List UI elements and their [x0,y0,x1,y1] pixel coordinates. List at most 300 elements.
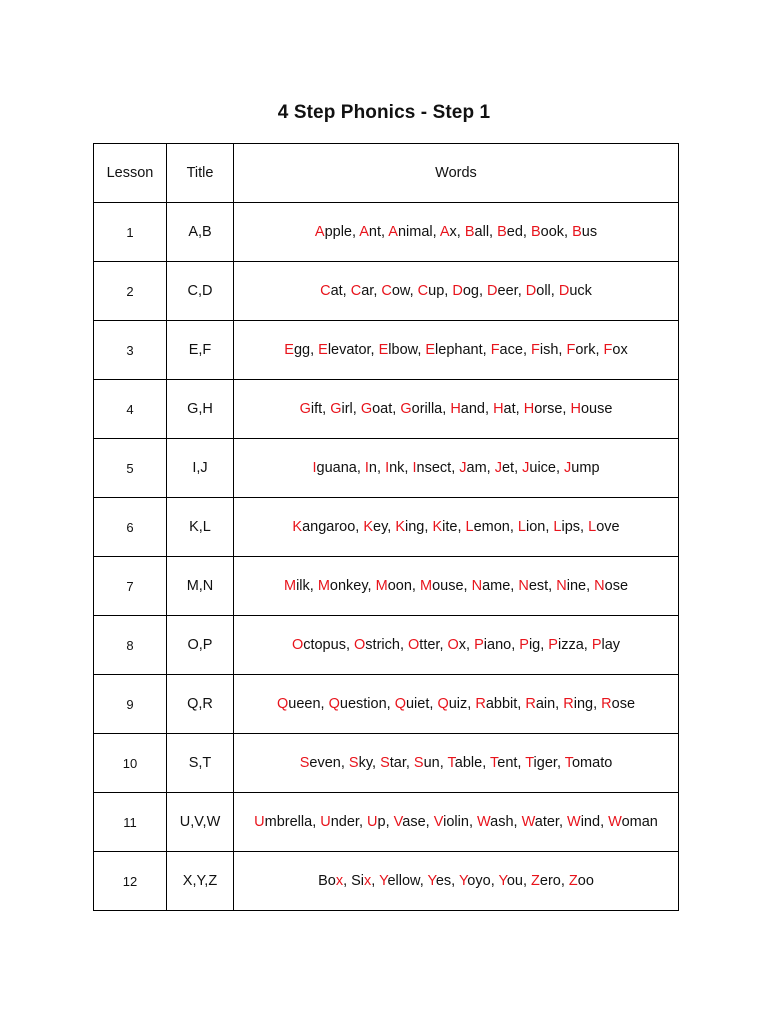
word-part: un [423,755,440,771]
word-part: ed [506,224,523,240]
word [448,755,483,771]
highlighted-letter: L [588,519,597,535]
word [570,401,612,417]
highlighted-letter: S [380,755,390,771]
highlighted-letter: D [487,283,498,299]
highlighted-letter: A [314,224,325,240]
highlighted-letter: T [525,755,534,771]
word [465,224,489,240]
highlighted-letter: S [299,755,310,771]
word-part: ind [580,814,601,830]
lesson-number: 10 [94,734,167,793]
highlighted-letter: L [553,519,562,535]
highlighted-letter: Y [498,873,507,889]
word [359,224,381,240]
word-part: ove [596,519,620,535]
highlighted-letter: F [566,342,576,358]
word-part: x [458,637,467,653]
word-part: ash [490,814,514,830]
word-part: ilk [296,578,310,594]
word-part: oo [577,873,594,889]
word-part: lephant [435,342,483,358]
highlighted-letter: G [330,401,342,417]
word-part: omato [571,755,613,771]
word-part: ose [611,696,636,712]
highlighted-letter: A [439,224,450,240]
highlighted-letter: M [375,578,388,594]
word [604,342,628,358]
highlighted-letter: Q [276,696,289,712]
word-part: iolin [443,814,469,830]
word-part: p [377,814,386,830]
word-part: n [368,460,377,476]
word [395,696,430,712]
highlighted-letter: E [425,342,436,358]
table-body [94,203,679,911]
highlighted-letter: J [564,460,572,476]
word [474,637,511,653]
word-part: ips [561,519,581,535]
table-row [94,793,679,852]
word-part: gg [293,342,311,358]
word [594,578,628,594]
word [592,637,620,653]
highlighted-letter: H [523,401,535,417]
lesson-number: 12 [94,852,167,911]
word-part: orilla [411,401,443,417]
word-part: all [474,224,490,240]
word [300,401,323,417]
word-part: lbow [388,342,418,358]
highlighted-letter: I [364,460,369,476]
word [367,814,386,830]
highlighted-letter: U [320,814,331,830]
word [572,224,597,240]
highlighted-letter: A [359,224,369,240]
word [284,578,310,594]
lesson-words: Box, Six, Yellow, Yes, Yoyo, You, Zero, Zoo [234,852,679,911]
highlighted-letter: O [291,637,304,653]
word [526,283,551,299]
word-part: ork [575,342,596,358]
highlighted-letter: V [433,814,444,830]
word [459,873,491,889]
word-part: emon [473,519,510,535]
highlighted-letter: Z [568,873,578,889]
word [381,283,409,299]
word-part: ite [442,519,458,535]
word [315,224,352,240]
highlighted-letter: U [367,814,378,830]
highlighted-letter: M [317,578,330,594]
word-part: eer [497,283,518,299]
word [569,873,594,889]
word [318,342,370,358]
highlighted-letter: K [432,519,443,535]
highlighted-letter: C [381,283,392,299]
word [525,696,555,712]
lesson-words: Iguana, In, Ink, Insect, Jam, Jet, Juice, Jump [234,439,679,498]
lesson-number: 9 [94,675,167,734]
highlighted-letter: Y [427,873,436,889]
highlighted-letter: H [570,401,581,417]
lesson-title: G,H [167,380,234,439]
word [559,283,592,299]
highlighted-letter: W [608,814,622,830]
highlighted-letter: x [364,873,372,889]
highlighted-letter: O [408,637,420,653]
word [440,224,457,240]
word-part: uiz [448,696,468,712]
highlighted-letter: D [452,283,463,299]
word-part: and [460,401,485,417]
word [588,519,619,535]
highlighted-letter: Y [458,873,468,889]
word [408,637,439,653]
table-row [94,262,679,321]
word [477,814,514,830]
word [379,342,418,358]
word [567,814,600,830]
word-part: ing [573,696,594,712]
word-part: even [309,755,341,771]
word-part: ame [482,578,511,594]
highlighted-letter: G [299,401,311,417]
word [556,578,586,594]
word-part: ig [528,637,541,653]
lesson-title: I,J [167,439,234,498]
highlighted-letter: T [564,755,572,771]
highlighted-letter: J [494,460,502,476]
table-row [94,203,679,262]
highlighted-letter: D [525,283,537,299]
word-part: ine [566,578,587,594]
word-part: es [435,873,452,889]
word [491,342,523,358]
word [522,460,556,476]
word [420,578,464,594]
lesson-number: 2 [94,262,167,321]
word-part: oyo [467,873,491,889]
word [531,224,564,240]
word [563,696,593,712]
highlighted-letter: Q [328,696,340,712]
highlighted-letter: R [601,696,612,712]
table-row [94,557,679,616]
word-part: mbrella [264,814,313,830]
word-part: x [449,224,457,240]
lesson-words: Kangaroo, Key, King, Kite, Lemon, Lion, Lips, Love [234,498,679,557]
word-part: uiet [405,696,430,712]
table-row [94,675,679,734]
highlighted-letter: H [450,401,461,417]
highlighted-letter: W [521,814,535,830]
highlighted-letter: R [563,696,574,712]
word-part: oman [621,814,658,830]
highlighted-letter: E [318,342,328,358]
word [292,519,355,535]
word-part: ater [534,814,559,830]
word-part: uice [529,460,556,476]
word [363,519,387,535]
lesson-title: C,D [167,262,234,321]
word-part: ouse [432,578,464,594]
lesson-number: 6 [94,498,167,557]
word [437,696,467,712]
highlighted-letter: N [556,578,567,594]
highlighted-letter: F [531,342,540,358]
page-title: 4 Step Phonics - Step 1 [277,102,491,123]
highlighted-letter: Q [394,696,406,712]
word [395,519,424,535]
highlighted-letter: O [354,637,366,653]
word-part: ish [539,342,559,358]
word [277,696,321,712]
word-part: nsect [416,460,452,476]
lesson-words: Gift, Girl, Goat, Gorilla, Hand, Hat, Horse, House [234,380,679,439]
word [434,814,469,830]
highlighted-letter: L [465,519,474,535]
word [365,460,377,476]
highlighted-letter: S [413,755,424,771]
highlighted-letter: S [348,755,359,771]
word-part: Si [351,873,365,889]
word-part: iano [483,637,512,653]
highlighted-letter: N [594,578,605,594]
highlighted-letter: B [497,224,507,240]
word-part: Bo [318,873,336,889]
word-part: uck [569,283,592,299]
word-part: ouse [580,401,613,417]
word [497,224,523,240]
highlighted-letter: H [493,401,504,417]
word [254,814,312,830]
highlighted-letter: P [474,637,484,653]
word [531,342,558,358]
highlighted-letter: U [254,814,265,830]
word [524,401,563,417]
highlighted-letter: R [525,696,536,712]
word-part: ift [310,401,323,417]
lesson-words: Egg, Elevator, Elbow, Elephant, Face, Fish, Fork, Fox [234,321,679,380]
highlighted-letter: W [477,814,491,830]
word-part: levator [327,342,371,358]
word-part: ent [497,755,518,771]
word-part: ing [405,519,425,535]
highlighted-letter: K [292,519,303,535]
lesson-number: 8 [94,616,167,675]
highlighted-letter: P [548,637,558,653]
highlighted-letter: P [519,637,529,653]
word [414,755,440,771]
highlighted-letter: M [283,578,297,594]
highlighted-letter: x [335,873,344,889]
header-lesson: Lesson [94,144,167,203]
highlighted-letter: Y [379,873,388,889]
highlighted-letter: B [530,224,541,240]
word [388,224,432,240]
highlighted-letter: C [417,283,429,299]
highlighted-letter: G [360,401,373,417]
highlighted-letter: Z [531,873,540,889]
word-part: pple [324,224,352,240]
word-part: izza [557,637,584,653]
word [300,755,341,771]
word [330,401,353,417]
word-part: uestion [339,696,387,712]
word-part: at [330,283,343,299]
lesson-title: Q,R [167,675,234,734]
lesson-number: 7 [94,557,167,616]
highlighted-letter: C [320,283,331,299]
highlighted-letter: I [312,460,317,476]
word-part: ellow [387,873,420,889]
word [548,637,583,653]
word [284,342,310,358]
word-part: og [462,283,479,299]
lesson-number: 11 [94,793,167,852]
word [493,401,516,417]
word-part: ase [402,814,426,830]
lesson-title: M,N [167,557,234,616]
lesson-words: Queen, Question, Quiet, Quiz, Rabbit, Rain, Ring, Rose [234,675,679,734]
highlighted-letter: K [363,519,374,535]
word-part: lay [601,637,621,653]
word [418,283,445,299]
word [379,873,420,889]
word-part: ion [526,519,546,535]
word-part: nk [389,460,405,476]
word-part: est [528,578,549,594]
word [565,755,613,771]
highlighted-letter: M [419,578,433,594]
lesson-words: Umbrella, Under, Up, Vase, Violin, Wash, Water, Wind, Woman [234,793,679,852]
table-row [94,734,679,793]
word-part: ueen [288,696,321,712]
word-part: guana [316,460,357,476]
word-part: ey [373,519,388,535]
word [320,814,359,830]
lesson-words: Cat, Car, Cow, Cup, Dog, Deer, Doll, Duck [234,262,679,321]
word [518,578,548,594]
word [412,460,451,476]
lesson-number: 5 [94,439,167,498]
word [608,814,658,830]
word [564,460,599,476]
word-part: angaroo [302,519,356,535]
highlighted-letter: F [490,342,500,358]
highlighted-letter: R [475,696,486,712]
word [351,873,371,889]
word [519,637,540,653]
highlighted-letter: T [490,755,498,771]
lesson-words: Seven, Sky, Star, Sun, Table, Tent, Tiger, Tomato [234,734,679,793]
word [466,519,510,535]
highlighted-letter: N [471,578,483,594]
lesson-title: A,B [167,203,234,262]
word [495,460,514,476]
word-part: at [503,401,516,417]
table-row [94,498,679,557]
word-part: ook [540,224,565,240]
word [292,637,346,653]
highlighted-letter: E [378,342,389,358]
highlighted-letter: N [518,578,529,594]
word-part: ace [499,342,523,358]
table-row [94,380,679,439]
word [450,401,485,417]
word-part: ox [612,342,628,358]
word-part: ar [361,283,374,299]
word-part: irl [341,401,353,417]
word-part: nt [368,224,382,240]
word-part: abbit [485,696,518,712]
lesson-title: X,Y,Z [167,852,234,911]
lesson-number: 1 [94,203,167,262]
word-part: strich [365,637,400,653]
word [490,755,517,771]
highlighted-letter: Q [437,696,449,712]
word [566,342,595,358]
word [394,814,426,830]
table-row [94,439,679,498]
word [472,578,511,594]
word [553,519,580,535]
word [448,637,467,653]
word-part: et [501,460,515,476]
word [385,460,404,476]
highlighted-letter: D [558,283,570,299]
word [380,755,406,771]
table-row [94,852,679,911]
highlighted-letter: J [522,460,530,476]
highlighted-letter: W [567,814,581,830]
highlighted-letter: G [400,401,412,417]
word [518,519,545,535]
word-part: ump [571,460,600,476]
word-part: us [581,224,598,240]
word [354,637,400,653]
header-title: Title [167,144,234,203]
highlighted-letter: B [572,224,582,240]
lesson-number: 4 [94,380,167,439]
lesson-words: Apple, Ant, Animal, Ax, Ball, Bed, Book, Bus [234,203,679,262]
lesson-title: U,V,W [167,793,234,852]
word-part: orse [534,401,563,417]
word-part: iger [533,755,557,771]
word-part: ow [391,283,410,299]
word-part: oon [387,578,412,594]
word [601,696,635,712]
word [522,814,559,830]
highlighted-letter: V [393,814,403,830]
highlighted-letter: C [350,283,362,299]
word [318,578,368,594]
phonics-table [93,143,679,911]
highlighted-letter: E [284,342,294,358]
word [452,283,479,299]
word [525,755,557,771]
lesson-title: K,L [167,498,234,557]
word-part: ero [539,873,561,889]
word [459,460,486,476]
lesson-title: O,P [167,616,234,675]
table-row [94,616,679,675]
header-words: Words [234,144,679,203]
word [427,873,451,889]
word-part: oll [536,283,551,299]
lesson-words: Octopus, Ostrich, Otter, Ox, Piano, Pig, Pizza, Play [234,616,679,675]
